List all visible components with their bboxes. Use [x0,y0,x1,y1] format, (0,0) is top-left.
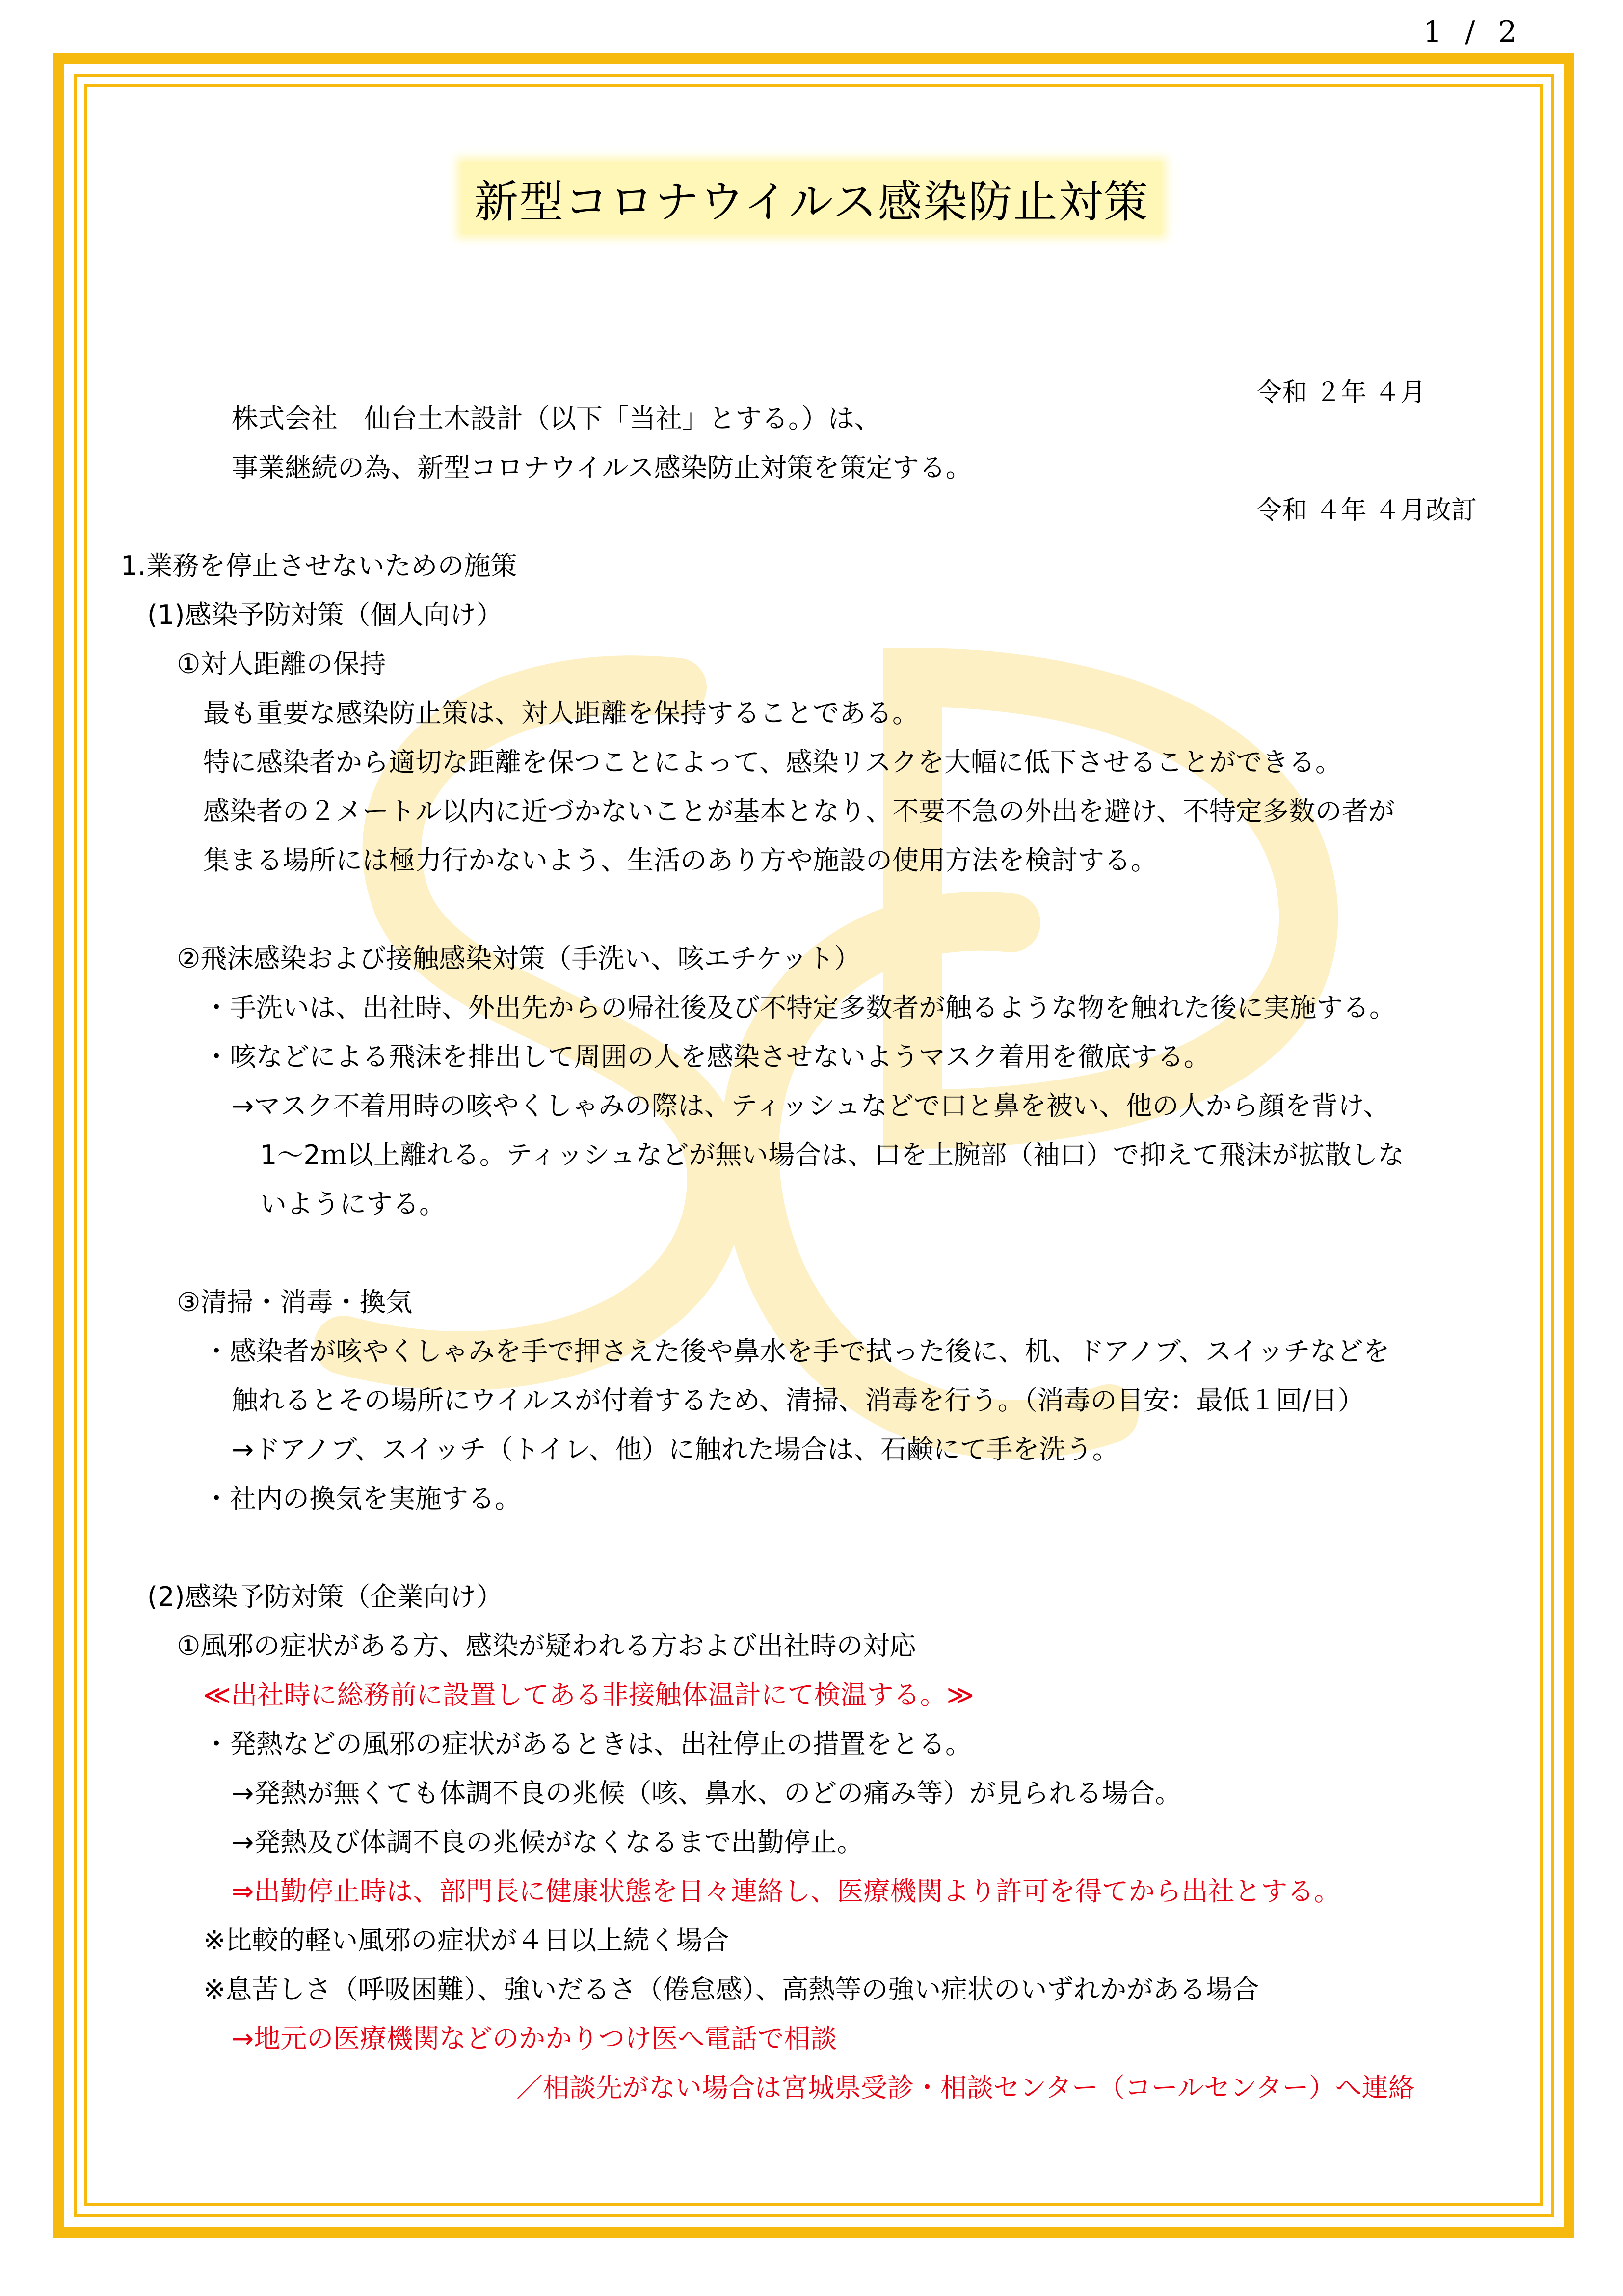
body-line: →発熱が無くても体調不良の兆候（咳、鼻水、のどの痛み等）が見られる場合。 [232,1778,1182,1809]
emphasis-line: ／相談先がない場合は宮城県受診・相談センター（コールセンター）へ連絡 [516,2072,1415,2103]
body-line: 集まる場所には極力行かないよう、生活のあり方や施設の使用方法を検討する。 [203,845,1157,876]
body-line: 触れるとその場所にウイルスが付着するため、清掃、消毒を行う。（消毒の目安：最低１回/日） [232,1385,1364,1416]
emphasis-line: ≪出社時に総務前に設置してある非接触体温計にて検温する。≫ [203,1679,975,1710]
body-line: いようにする。 [260,1189,446,1219]
body-line: 感染者の２メートル以内に近づかないことが基本となり、不要不急の外出を避け、不特定多数の者が [203,796,1395,827]
item-heading: ①風邪の症状がある方、感染が疑われる方および出社時の対応 [177,1630,916,1661]
subsection-heading: (2)感染予防対策（企業向け） [147,1581,503,1612]
section-heading: 1.業務を停止させないための施策 [121,550,517,581]
body-line: ・感染者が咳やくしゃみを手で押さえた後や鼻水を手で拭った後に、机、ドアノブ、スイッチなどを [203,1336,1390,1367]
body-line: →マスク不着用時の咳やくしゃみの際は、ティッシュなどで口と鼻を被い、他の人から顔を背け、 [232,1090,1390,1121]
body-line: 特に感染者から適切な距離を保つことによって、感染リスクを大幅に低下させることができる。 [203,747,1342,778]
body-line: ※比較的軽い風邪の症状が４日以上続く場合 [203,1925,729,1956]
issued-date: 令和 ２年 ４月 [1256,378,1426,407]
document-title: 新型コロナウイルス感染防止対策 [461,162,1162,234]
item-heading: ①対人距離の保持 [177,648,386,679]
body-line: ・咳などによる飛沫を排出して周囲の人を感染させないようマスク着用を徹底する。 [203,1041,1210,1072]
item-heading: ②飛沫感染および接触感染対策（手洗い、咳エチケット） [177,943,861,974]
intro-line: 事業継続の為、新型コロナウイルス感染防止対策を策定する。 [232,452,972,483]
title-container [0,162,1623,234]
body-line: →発熱及び体調不良の兆候がなくなるまで出勤停止。 [232,1827,864,1858]
body-line: ・社内の換気を実施する。 [203,1483,521,1514]
intro-line: 株式会社 仙台土木設計（以下「当社」とする。）は、 [232,403,881,434]
body-line: 最も重要な感染防止策は、対人距離を保持することである。 [203,698,919,729]
revised-date: 令和 ４年 ４月改訂 [1256,496,1477,525]
subsection-heading: (1)感染予防対策（個人向け） [147,599,503,630]
emphasis-line: ⇒出勤停止時は、部門長に健康状態を日々連絡し、医療機関より許可を得てから出社とする。 [232,1876,1341,1907]
body-line: 1～2ｍ以上離れる。ティッシュなどが無い場合は、口を上腕部（袖口）で抑えて飛沫が拡散しな [260,1139,1405,1170]
body-line: ※息苦しさ（呼吸困難）、強いだるさ（倦怠感）、高熱等の強い症状のいずれかがある場合 [203,1974,1259,2005]
body-line: ・発熱などの風邪の症状があるときは、出社停止の措置をとる。 [203,1729,972,1759]
body-line: ・手洗いは、出社時、外出先からの帰社後及び不特定多数者が触るような物を触れた後に実施する。 [203,992,1396,1023]
page-number: 1 / 2 [1423,15,1524,49]
emphasis-line: →地元の医療機関などのかかりつけ医へ電話で相談 [232,2023,837,2054]
item-heading: ③清掃・消毒・換気 [177,1287,413,1318]
date-block [1256,295,1477,569]
body-line: →ドアノブ、スイッチ（トイレ、他）に触れた場合は、石鹸にて手を洗う。 [232,1434,1119,1465]
